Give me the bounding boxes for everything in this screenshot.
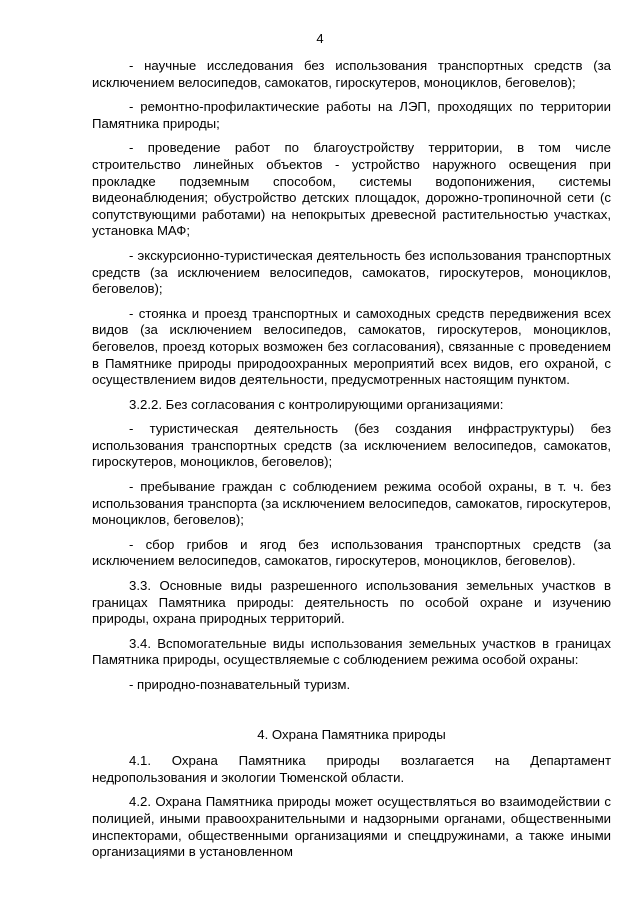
section-heading: 4. Охрана Памятника природы [257, 726, 446, 742]
page-number: 4 [316, 31, 324, 46]
paragraph: - пребывание граждан с соблюдением режима особой охраны, в т. ч. без использования транспорта (за исключением велосипедов, самокатов, гироскутеров, моноциклов, беговелов); [92, 479, 611, 528]
paragraph: - экскурсионно-туристическая деятельность без использования транспортных средств (за исключением велосипедов, самокатов, гироскутеров, моноциклов, беговелов); [92, 247, 611, 297]
paragraph: - туристическая деятельность (без создания инфраструктуры) без использования транспортных средств (за исключением велосипедов, самокатов, гироскутеров, моноциклов, беговелов); [92, 421, 611, 470]
paragraph: - проведение работ по благоустройству территории, в том числе строительство линейных объектов - устройство наружного освещения при прокладке подземным способом, системы водопонижения, системы видеонаблюдения; обустройство детских площадок, дорожно-тропиночной сети (с сопутствующими работами) на непокрытых древесной растительностью участках, установка МАФ; [92, 140, 611, 239]
paragraph: 3.2.2. Без согласования с контролирующими организациями: [129, 396, 504, 412]
paragraph: - стоянка и проезд транспортных и самоходных средств передвижения всех видов (за исключением велосипедов, самокатов, гироскутеров, моноциклов, беговелов, проезд которых возможен без согласования), связанные с проведением в Памятнике природы природоохранных мероприятий всех видов, его охраной, с осуществлением видов деятельности, предусмотренных настоящим пунктом. [92, 305, 611, 388]
paragraph: - природно-познавательный туризм. [129, 677, 351, 692]
paragraph: - сбор грибов и ягод без использования транспортных средств (за исключением велосипедов, самокатов, гироскутеров, моноциклов, беговелов). [92, 536, 611, 569]
paragraph: 4.1. Охрана Памятника природы возлагается на Департамент недропользования и экологии Тюменской области. [92, 753, 611, 785]
paragraph: 4.2. Охрана Памятника природы может осуществляться во взаимодействии с полицией, иными правоохранительными и надзорными органами, общественными инспекторами, общественными организациями и спецдружинами, а также иными организациями в установленном [92, 794, 611, 860]
document-body [92, 58, 611, 869]
paragraph: 3.4. Вспомогательные виды использования земельных участков в границах Памятника природы, осуществляемые с соблюдением режима особой охраны: [92, 635, 611, 668]
paragraph: - научные исследования без использования транспортных средств (за исключением велосипедов, самокатов, гироскутеров, моноциклов, беговелов); [92, 58, 611, 90]
paragraph: - ремонтно-профилактические работы на ЛЭП, проходящих по территории Памятника природы; [92, 99, 611, 131]
paragraph: 3.3. Основные виды разрешенного использования земельных участков в границах Памятника природы: деятельность по особой охране и изучению природы, охрана природных территорий. [92, 578, 611, 627]
